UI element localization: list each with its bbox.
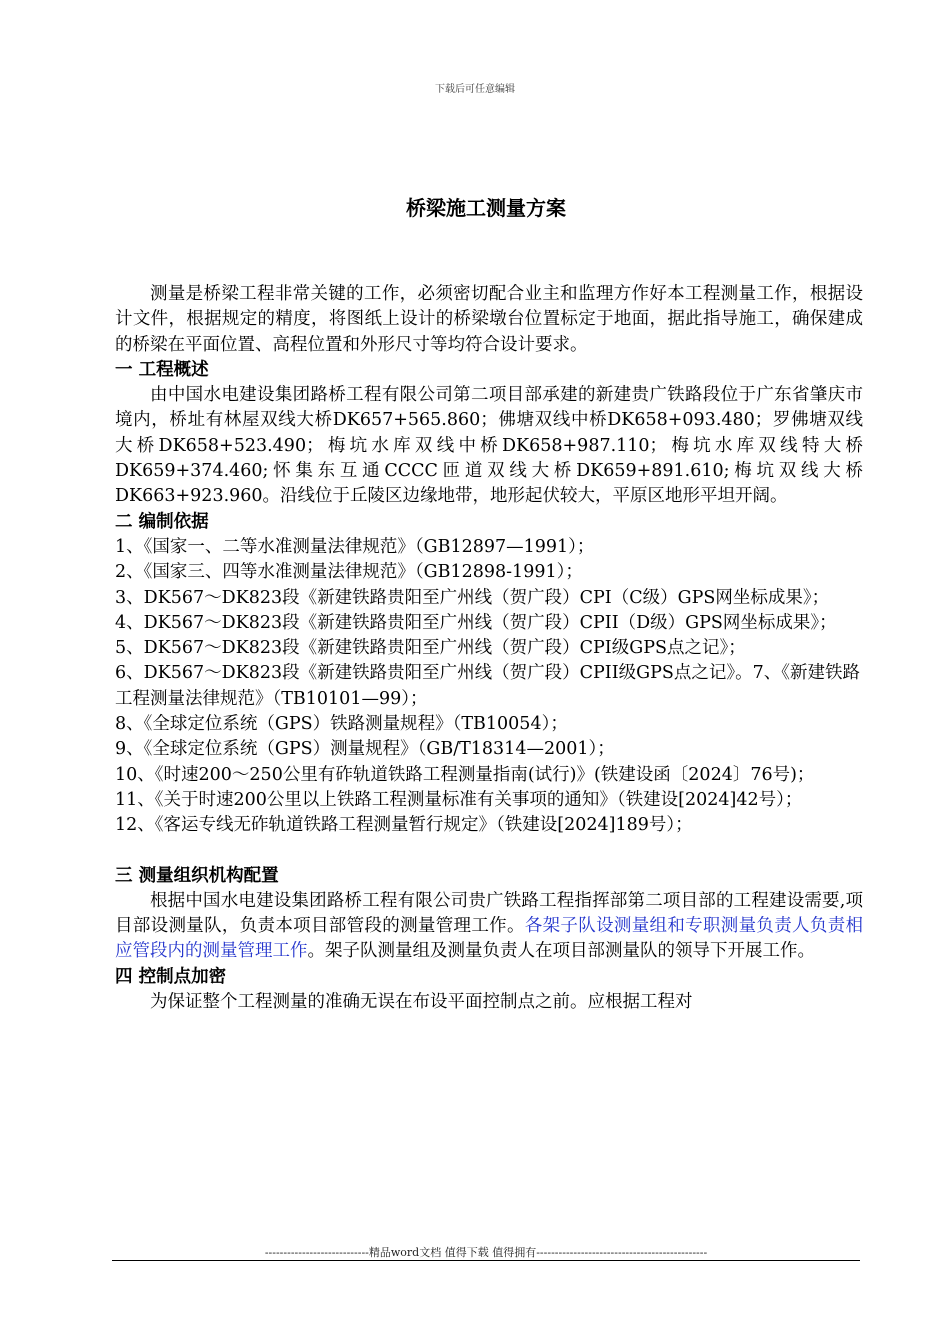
organization-text-part1: 根据中国水电建设集团路桥工程有限公司贵广铁路工程指挥部第二项目部的工程建设需要,项目部设测量队，负责本项目部管段的测量管理工作。	[115, 890, 863, 937]
footer-divider	[112, 1260, 860, 1261]
control-points-paragraph: 为保证整个工程测量的准确无误在布设平面控制点之前。应根据工程对	[150, 992, 693, 1013]
section-heading-organization: 三 测量组织机构配置	[115, 865, 279, 886]
overview-paragraph: 由中国水电建设集团路桥工程有限公司第二项目部承建的新建贵广铁路段位于广东省肇庆市境内，桥址有林屋双线大桥DK657+565.860；佛塘双线中桥DK658+093.480；罗佛塘双线大桥DK658+523.490；梅坑水库双线中桥DK658+987.110；梅坑水库双线特大桥DK659+374.460;怀集东互通CCCC匝道双线大桥DK659+891.610;梅坑双线大桥DK663+923.960。沿线位于丘陵区边缘地带，地形起伏较大，平原区地形平坦开阔。	[115, 385, 863, 507]
header-note: 下载后可任意编辑	[435, 84, 515, 95]
footer-text: ----------------------------精品word文档 值得下载 值得拥有----------------------------------------------	[264, 1246, 708, 1259]
list-item: 1、《国家一、二等水准测量法律规范》（GB12897—1991）；	[115, 536, 595, 557]
list-item: 6、DK567～DK823段《新建铁路贵阳至广州线（贺广段）CPII级GPS点之记》。7、《新建铁路工程测量法律规范》（TB10101—99）；	[115, 663, 861, 709]
list-item: 8、《全球定位系统（GPS）铁路测量规程》（TB10054）；	[115, 714, 568, 735]
section-heading-overview: 一 工程概述	[115, 359, 209, 380]
list-item: 2、《国家三、四等水准测量法律规范》（GB12898-1991）；	[115, 562, 583, 583]
organization-text-part3: 。架子队测量组及测量负责人在项目部测量队的领导下开展工作。	[307, 941, 815, 962]
list-item: 12、《客运专线无砟轨道铁路工程测量暂行规定》（铁建设[2024]189号）；	[115, 815, 693, 836]
highlighted-text: 各架子队设测量组和专职测量负责人负责相应管段内的测量管理工作	[115, 916, 864, 962]
intro-paragraph: 测量是桥梁工程非常关键的工作，必须密切配合业主和监理方作好本工程测量工作，根据设计文件，根据规定的精度，将图纸上设计的桥梁墩台位置标定于地面，据此指导施工，确保建成的桥梁在平面位置、高程位置和外形尺寸等均符合设计要求。	[115, 284, 863, 355]
organization-paragraph	[115, 889, 863, 965]
section-heading-control-points: 四 控制点加密	[115, 966, 227, 987]
list-item: 4、DK567～DK823段《新建铁路贵阳至广州线（贺广段）CPII（D级）GPS网坐标成果》；	[115, 612, 837, 633]
list-item: 11、《关于时速200公里以上铁路工程测量标准有关事项的通知》（铁建设[2024]42号）；	[115, 789, 803, 810]
document-title: 桥梁施工测量方案	[406, 196, 566, 220]
blank-line	[115, 839, 863, 864]
list-item: 9、《全球定位系统（GPS）测量规程》（GB/T18314—2001）；	[115, 739, 615, 760]
list-item: 10、《时速200～250公里有砟轨道铁路工程测量指南(试行)》(铁建设函〔2024〕76号)；	[115, 764, 815, 785]
document-body	[115, 282, 863, 1015]
section-heading-basis: 二 编制依据	[115, 511, 209, 532]
list-item: 3、DK567～DK823段《新建铁路贵阳至广州线（贺广段）CPI（C级）GPS网坐标成果》；	[115, 587, 830, 608]
list-item: 5、DK567～DK823段《新建铁路贵阳至广州线（贺广段）CPI级GPS点之记》；	[115, 638, 746, 659]
